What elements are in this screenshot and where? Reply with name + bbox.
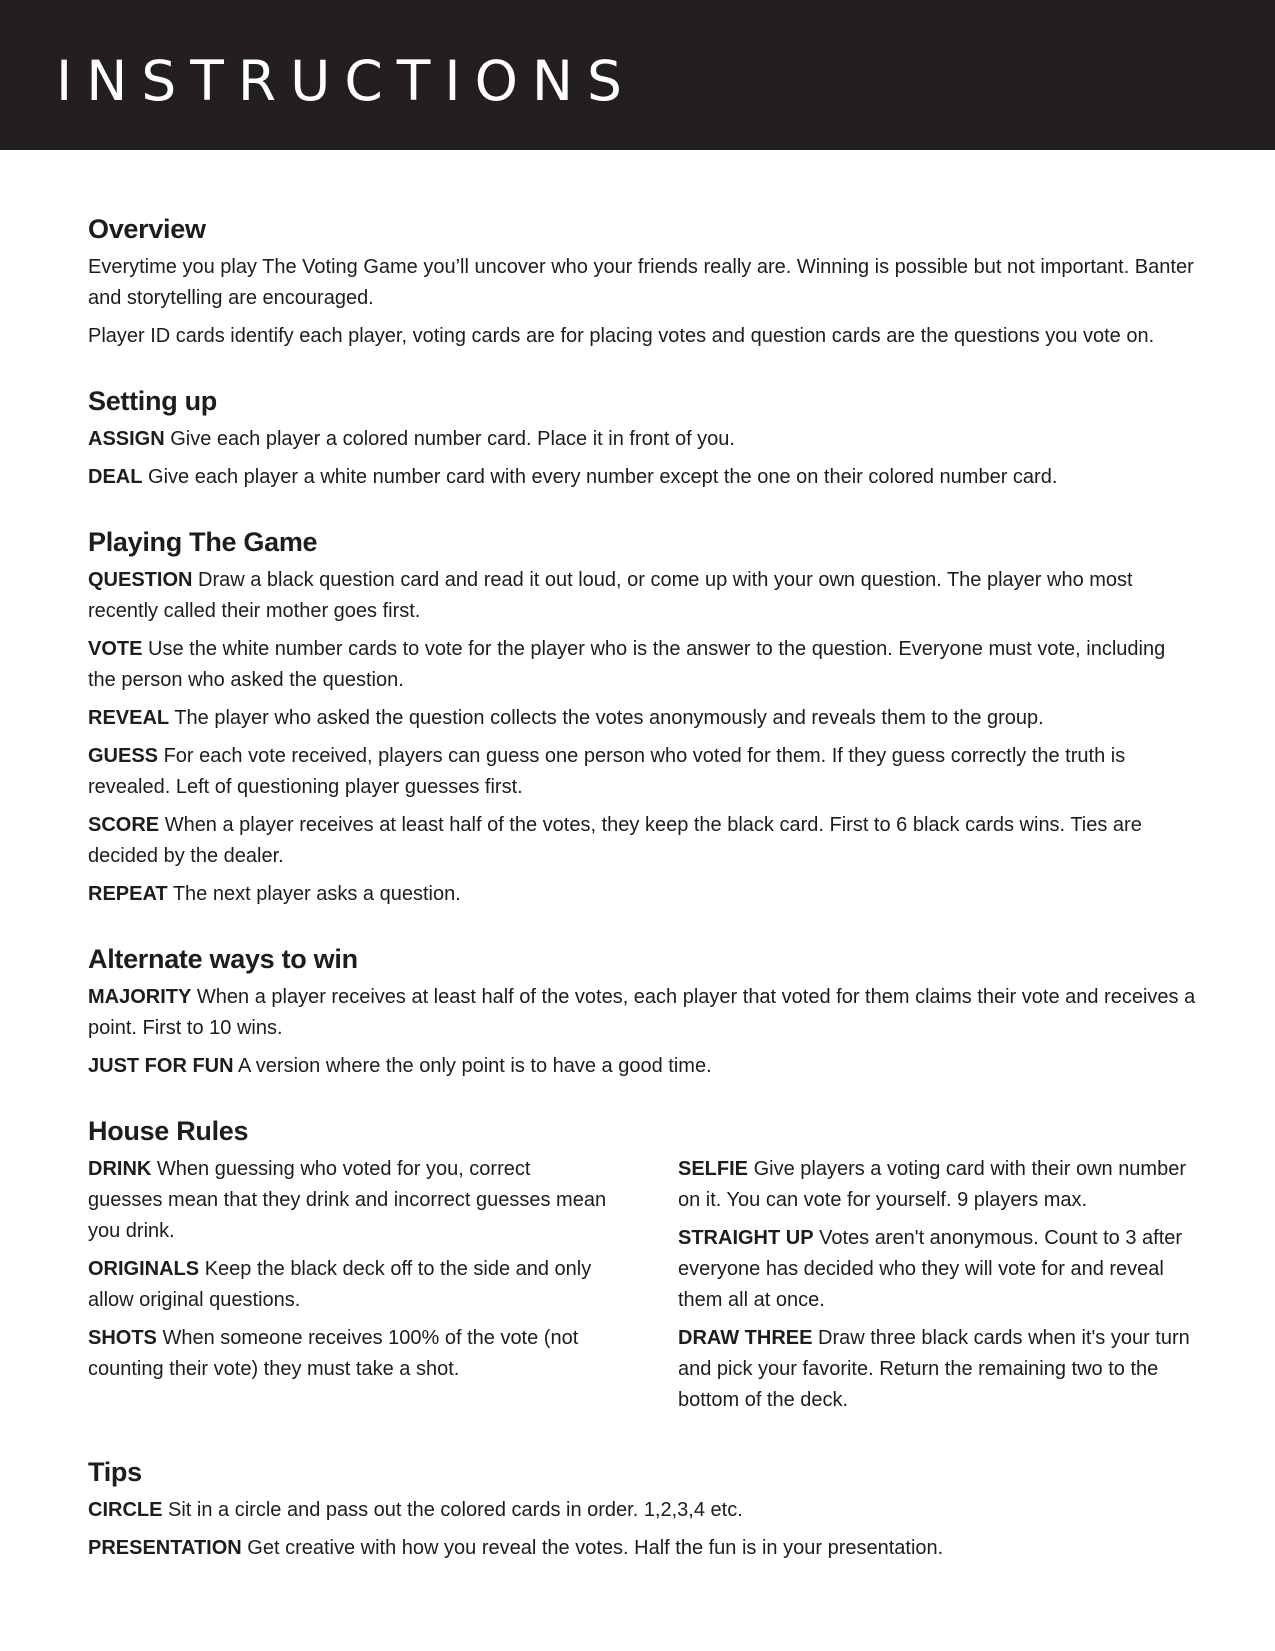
section-heading: Playing The Game (88, 527, 318, 557)
rule-text: Get creative with how you reveal the votes. Half the fun is in your presentation. (247, 1537, 944, 1559)
house-rules-left-column (88, 1154, 608, 1423)
rule-term: ORIGINALS (88, 1258, 200, 1280)
rule-term: GUESS (88, 745, 159, 767)
rule-guess (88, 741, 1198, 803)
rule-term: VOTE (88, 638, 143, 660)
rule-score (88, 810, 1198, 872)
section-setting-up (88, 384, 1198, 493)
rule-term: SELFIE (678, 1158, 749, 1180)
header-band (0, 0, 1275, 150)
rule-term: DRAW THREE (678, 1327, 813, 1349)
rule-term: REVEAL (88, 707, 170, 729)
rule-text: The next player asks a question. (172, 883, 461, 905)
rule-text: When guessing who voted for you, correct guesses mean that they drink and incorrect guesses mean you drink. (88, 1158, 607, 1242)
rule-selfie (678, 1154, 1198, 1216)
section-alternate-ways-to-win (88, 942, 1198, 1082)
rule-term: ASSIGN (88, 428, 165, 450)
rule-text: Give each player a white number card with every number except the one on their colored number card. (148, 466, 1058, 488)
section-house-rules (88, 1114, 1198, 1423)
house-rules-right-column (678, 1154, 1198, 1423)
section-tips (88, 1455, 1198, 1564)
section-heading: House Rules (88, 1116, 249, 1146)
section-heading: Alternate ways to win (88, 944, 358, 974)
paragraph (88, 321, 1198, 352)
rule-term: QUESTION (88, 569, 193, 591)
rule-term: SHOTS (88, 1327, 157, 1349)
rule-originals (88, 1254, 608, 1316)
rule-text: Draw a black question card and read it out loud, or come up with your own question. The player who most recently called their mother goes first. (88, 569, 1133, 622)
rule-shots (88, 1323, 608, 1385)
rule-text: Keep the black deck off to the side and only allow original questions. (88, 1258, 592, 1311)
rule-text: The player who asked the question collects the votes anonymously and reveals them to the group. (174, 707, 1044, 729)
rule-term: STRAIGHT UP (678, 1227, 814, 1249)
rule-term: REPEAT (88, 883, 168, 905)
section-heading: Overview (88, 214, 206, 244)
rule-text: Draw three black cards when it's your turn and pick your favorite. Return the remaining two to the bottom of the deck. (678, 1327, 1190, 1411)
rule-term: DRINK (88, 1158, 152, 1180)
rule-drink (88, 1154, 608, 1247)
rule-vote (88, 634, 1198, 696)
rule-term: PRESENTATION (88, 1537, 242, 1559)
rule-text: Give players a voting card with their own number on it. You can vote for yourself. 9 players max. (678, 1158, 1186, 1211)
rule-text: A version where the only point is to have a good time. (238, 1055, 712, 1077)
tip-presentation (88, 1533, 1198, 1564)
page-title: INSTRUCTIONS (56, 49, 636, 113)
section-heading: Tips (88, 1457, 142, 1487)
rule-term: DEAL (88, 466, 143, 488)
rule-term: CIRCLE (88, 1499, 163, 1521)
rule-draw-three (678, 1323, 1198, 1416)
rule-term: JUST FOR FUN (88, 1055, 234, 1077)
rule-text: Give each player a colored number card. Place it in front of you. (170, 428, 735, 450)
rule-question (88, 565, 1198, 627)
instructions-content (88, 212, 1198, 1596)
section-playing-the-game (88, 525, 1198, 910)
rule-just-for-fun (88, 1051, 1198, 1082)
rule-repeat (88, 879, 1198, 910)
rule-deal (88, 462, 1198, 493)
rule-text: Votes aren't anonymous. Count to 3 after everyone has decided who they will vote for and reveal them all at once. (678, 1227, 1183, 1311)
rule-term: MAJORITY (88, 986, 192, 1008)
house-rules-columns (88, 1154, 1198, 1423)
rule-text: When a player receives at least half of the votes, each player that voted for them claims their vote and receives a point. First to 10 wins. (88, 986, 1196, 1039)
paragraph (88, 252, 1198, 314)
section-overview (88, 212, 1198, 352)
paragraph-text: Everytime you play The Voting Game you’ll uncover who your friends really are. Winning is possible but not important. Banter and storytelling are encouraged. (88, 256, 1194, 309)
rule-term: SCORE (88, 814, 160, 836)
rule-majority (88, 982, 1198, 1044)
rule-text: Sit in a circle and pass out the colored cards in order. 1,2,3,4 etc. (168, 1499, 743, 1521)
paragraph-text: Player ID cards identify each player, voting cards are for placing votes and question cards are the questions you vote on. (88, 325, 1155, 347)
rule-text: For each vote received, players can guess one person who voted for them. If they guess correctly the truth is revealed. Left of questioning player guesses first. (88, 745, 1126, 798)
rule-reveal (88, 703, 1198, 734)
rule-text: Use the white number cards to vote for the player who is the answer to the question. Everyone must vote, including the person who asked the question. (88, 638, 1166, 691)
tip-circle (88, 1495, 1198, 1526)
rule-straight-up (678, 1223, 1198, 1316)
section-heading: Setting up (88, 386, 217, 416)
rule-assign (88, 424, 1198, 455)
rule-text: When a player receives at least half of the votes, they keep the black card. First to 6 black cards wins. Ties are decided by the dealer. (88, 814, 1142, 867)
rule-text: When someone receives 100% of the vote (not counting their vote) they must take a shot. (88, 1327, 579, 1380)
